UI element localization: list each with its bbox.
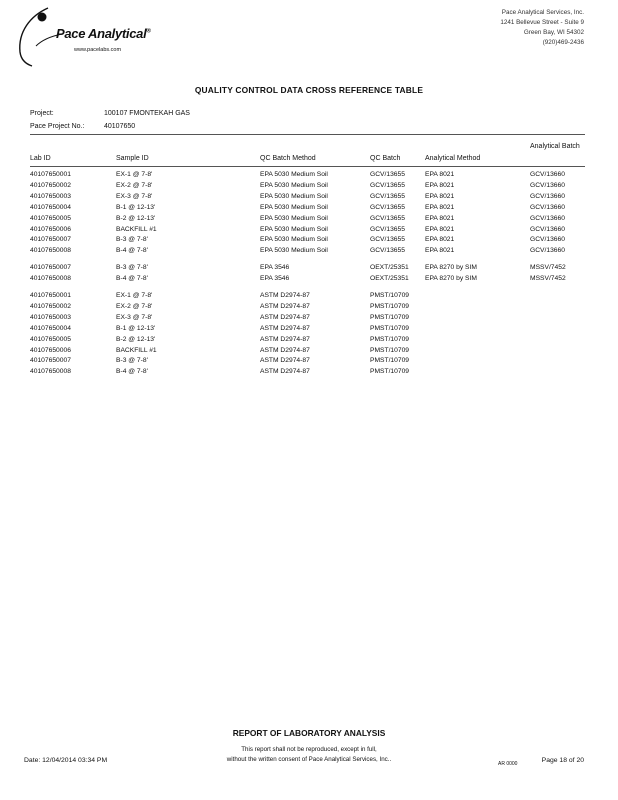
cell-sample-id: BACKFILL #1 <box>116 225 157 233</box>
cell-qc-batch-method: ASTM D2974-87 <box>260 357 310 365</box>
cell-qc-batch: PMST/10709 <box>370 357 410 365</box>
col-header-lab-id: Lab ID <box>30 155 51 162</box>
cell-lab-id: 40107650008 <box>30 368 71 376</box>
cell-lab-id: 40107650002 <box>30 302 71 310</box>
cell-sample-id: BACKFILL #1 <box>116 346 157 354</box>
cell-sample-id: EX-2 @ 7-8' <box>116 302 153 310</box>
cell-lab-id: 40107650005 <box>30 335 71 343</box>
cell-qc-batch-method: ASTM D2974-87 <box>260 313 310 321</box>
cell-qc-batch: GCV/13655 <box>370 192 405 200</box>
cell-sample-id: B-1 @ 12-13' <box>116 324 156 332</box>
footer-note-line: This report shall not be reproduced, except in full, <box>241 746 377 753</box>
cell-lab-id: 40107650001 <box>30 171 71 178</box>
cell-qc-batch: GCV/13655 <box>370 214 405 222</box>
table-row <box>0 204 618 214</box>
cell-qc-batch: PMST/10709 <box>370 324 410 332</box>
cell-qc-batch: PMST/10709 <box>370 346 410 354</box>
cell-qc-batch-method: EPA 3546 <box>260 264 290 271</box>
cell-lab-id: 40107650007 <box>30 236 71 244</box>
table-row <box>0 275 618 285</box>
cell-qc-batch-method: ASTM D2974-87 <box>260 292 310 299</box>
cell-qc-batch: OEXT/25351 <box>370 264 409 271</box>
table-row <box>0 325 618 335</box>
cell-qc-batch-method: EPA 5030 Medium Soil <box>260 236 328 244</box>
table-row <box>0 182 618 192</box>
cell-qc-batch-method: ASTM D2974-87 <box>260 335 310 343</box>
cell-analytical-batch: GCV/13660 <box>530 225 565 233</box>
cell-sample-id: B-3 @ 7-8' <box>116 264 148 271</box>
cell-qc-batch: PMST/10709 <box>370 335 410 343</box>
cell-sample-id: B-3 @ 7-8' <box>116 236 148 244</box>
cell-analytical-method: EPA 8270 by SIM <box>425 264 477 271</box>
cell-lab-id: 40107650003 <box>30 192 71 200</box>
col-header-qc-batch: QC Batch <box>370 155 401 162</box>
table-row <box>0 336 618 346</box>
cell-qc-batch: PMST/10709 <box>370 313 410 321</box>
cell-qc-batch: PMST/10709 <box>370 368 410 376</box>
cell-sample-id: B-3 @ 7-8' <box>116 357 148 365</box>
cell-qc-batch: GCV/13655 <box>370 236 405 244</box>
cell-analytical-batch: MSSV/7452 <box>530 264 566 271</box>
cell-lab-id: 40107650005 <box>30 214 71 222</box>
pace-project-label: Pace Project No.: <box>30 123 85 130</box>
cell-qc-batch-method: ASTM D2974-87 <box>260 368 310 376</box>
address-line: (920)469-2436 <box>542 39 584 46</box>
col-header-sample-id: Sample ID <box>116 155 149 162</box>
project-row <box>30 110 190 117</box>
cell-analytical-batch: GCV/13660 <box>530 247 565 255</box>
logo-url: www.pacelabs.com <box>74 47 122 53</box>
cell-qc-batch: GCV/13655 <box>370 181 405 189</box>
cell-analytical-batch: GCV/13660 <box>530 171 565 178</box>
cell-qc-batch: GCV/13655 <box>370 247 405 255</box>
report-date: Date: 12/04/2014 03:34 PM <box>24 757 108 764</box>
cell-analytical-method: EPA 8021 <box>425 247 455 255</box>
cell-analytical-method: EPA 8021 <box>425 192 455 200</box>
cell-qc-batch-method: EPA 5030 Medium Soil <box>260 225 328 233</box>
cell-sample-id: EX-1 @ 7-8' <box>116 292 153 299</box>
address-line: Green Bay, WI 54302 <box>523 29 584 36</box>
table-row <box>0 193 618 203</box>
footer-title: REPORT OF LABORATORY ANALYSIS <box>232 728 386 738</box>
cell-qc-batch-method: EPA 5030 Medium Soil <box>260 181 328 189</box>
cell-analytical-method: EPA 8270 by SIM <box>425 274 477 282</box>
report-title: QUALITY CONTROL DATA CROSS REFERENCE TABLE <box>194 85 424 95</box>
table-row <box>0 303 618 313</box>
logo-text: Pace Analytical® <box>56 26 151 41</box>
header-divider <box>30 166 585 167</box>
cell-analytical-method: EPA 8021 <box>425 171 455 178</box>
cell-qc-batch: GCV/13655 <box>370 203 405 211</box>
cell-analytical-batch: GCV/13660 <box>530 203 565 211</box>
table-row <box>0 236 618 246</box>
cell-lab-id: 40107650008 <box>30 247 71 255</box>
cell-qc-batch: PMST/10709 <box>370 292 410 299</box>
cell-analytical-batch: MSSV/7452 <box>530 274 566 282</box>
footer-note-line: without the written consent of Pace Analytical Services, Inc.. <box>226 756 392 763</box>
cell-sample-id: B-4 @ 7-8' <box>116 247 148 255</box>
cell-lab-id: 40107650003 <box>30 313 71 321</box>
cell-qc-batch: OEXT/25351 <box>370 274 409 282</box>
col-header-qc-batch-method: QC Batch Method <box>260 155 316 162</box>
table-row <box>0 171 618 181</box>
table-row <box>0 226 618 236</box>
cell-lab-id: 40107650008 <box>30 274 71 282</box>
table-row <box>0 368 618 378</box>
cell-lab-id: 40107650004 <box>30 203 71 211</box>
cell-sample-id: B-4 @ 7-8' <box>116 368 148 376</box>
cell-qc-batch-method: EPA 5030 Medium Soil <box>260 192 328 200</box>
table-row <box>0 357 618 367</box>
cell-analytical-method: EPA 8021 <box>425 236 455 244</box>
cell-qc-batch: GCV/13655 <box>370 171 405 178</box>
cell-qc-batch-method: EPA 5030 Medium Soil <box>260 247 328 255</box>
table-row <box>0 314 618 324</box>
cell-sample-id: B-4 @ 7-8' <box>116 274 148 282</box>
cell-analytical-batch: GCV/13660 <box>530 181 565 189</box>
cell-lab-id: 40107650004 <box>30 324 71 332</box>
pace-project-value: 40107650 <box>104 123 136 130</box>
col-header-analytical-batch: Analytical Batch <box>530 143 580 150</box>
cell-analytical-batch: GCV/13660 <box>530 192 565 200</box>
cell-sample-id: B-2 @ 12-13' <box>116 335 156 343</box>
address-line: Pace Analytical Services, Inc. <box>501 9 584 16</box>
cell-analytical-method: EPA 8021 <box>425 181 455 189</box>
project-value: 100107 FMONTEKAH GAS <box>104 110 190 117</box>
page-number: Page 18 of 20 <box>541 757 584 764</box>
cell-sample-id: EX-1 @ 7-8' <box>116 171 153 178</box>
cell-sample-id: B-2 @ 12-13' <box>116 214 156 222</box>
address-line: 1241 Bellevue Street - Suite 9 <box>500 19 584 26</box>
pace-project-row <box>30 123 136 130</box>
analyst-initials: AR 0000 <box>498 761 518 767</box>
divider <box>30 134 585 135</box>
cell-lab-id: 40107650007 <box>30 357 71 365</box>
cell-lab-id: 40107650006 <box>30 225 71 233</box>
table-row <box>0 247 618 257</box>
cell-lab-id: 40107650006 <box>30 346 71 354</box>
cell-analytical-method: EPA 8021 <box>425 214 455 222</box>
cell-qc-batch-method: ASTM D2974-87 <box>260 346 310 354</box>
table-row <box>0 215 618 225</box>
cell-lab-id: 40107650007 <box>30 264 71 271</box>
pace-logo <box>12 6 162 68</box>
table-row <box>0 264 618 274</box>
project-label: Project: <box>30 110 54 117</box>
cell-lab-id: 40107650002 <box>30 181 71 189</box>
cell-analytical-batch: GCV/13660 <box>530 214 565 222</box>
cell-sample-id: EX-3 @ 7-8' <box>116 313 153 321</box>
cell-qc-batch-method: EPA 5030 Medium Soil <box>260 203 328 211</box>
cell-qc-batch-method: EPA 5030 Medium Soil <box>260 214 328 222</box>
cell-analytical-method: EPA 8021 <box>425 225 455 233</box>
cell-qc-batch-method: ASTM D2974-87 <box>260 324 310 332</box>
col-header-analytical-method: Analytical Method <box>425 155 481 162</box>
cell-qc-batch: GCV/13655 <box>370 225 405 233</box>
cell-qc-batch: PMST/10709 <box>370 302 410 310</box>
cell-qc-batch-method: EPA 3546 <box>260 274 290 282</box>
cell-sample-id: EX-2 @ 7-8' <box>116 181 153 189</box>
cell-sample-id: B-1 @ 12-13' <box>116 203 156 211</box>
cell-analytical-method: EPA 8021 <box>425 203 455 211</box>
table-row <box>0 292 618 302</box>
table-row <box>0 347 618 357</box>
lab-address <box>500 8 584 48</box>
cell-qc-batch-method: ASTM D2974-87 <box>260 302 310 310</box>
cell-qc-batch-method: EPA 5030 Medium Soil <box>260 171 328 178</box>
cell-lab-id: 40107650001 <box>30 292 71 299</box>
cell-analytical-batch: GCV/13660 <box>530 236 565 244</box>
cell-sample-id: EX-3 @ 7-8' <box>116 192 153 200</box>
